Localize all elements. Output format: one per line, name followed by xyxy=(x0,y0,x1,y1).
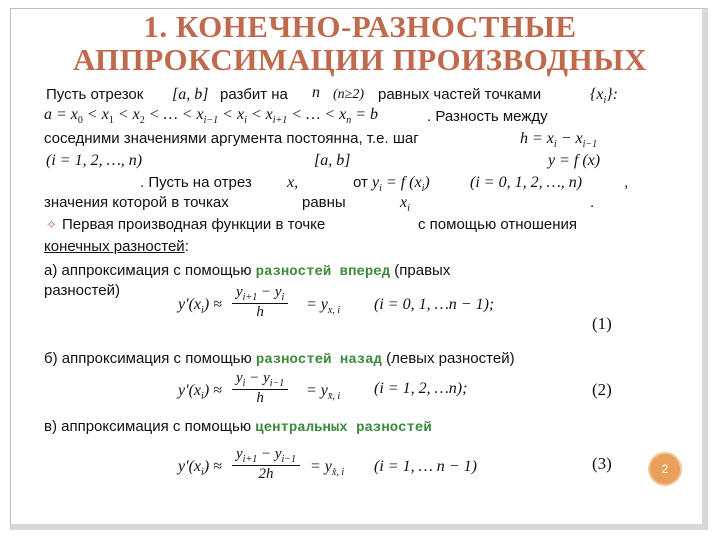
slide-title xyxy=(0,10,720,76)
math-x: x, xyxy=(287,174,299,191)
title-line-1: 1. КОНЕЧНО-РАЗНОСТНЫЕ xyxy=(143,9,577,44)
item-a-cont: разностей) xyxy=(44,282,120,299)
text-l3a: соседними значениями аргумента постоянна, т.е. шаг xyxy=(44,130,419,147)
f3-lhs: $y'(x_i)$ ≈ xyxy=(178,458,222,479)
f3-rhs: = $y_{x̊, i}$ xyxy=(310,458,345,479)
f1-lhs: $y'(x_i)$ ≈ xyxy=(178,296,222,317)
text-l6a: значения которой в точках xyxy=(44,194,229,211)
math-interval-2: [a, b] xyxy=(314,152,351,169)
bullet-icon: ✧ xyxy=(46,217,57,232)
f2-cond: (i = 1, 2, …n); xyxy=(374,380,468,397)
term-forward: разностей вперед xyxy=(255,264,391,280)
text-l2i: . Разность между xyxy=(427,108,548,125)
text-l5c: от xyxy=(353,174,368,191)
f1-fraction: $\frac{y_{i+1} - y_i}{h}$ xyxy=(232,284,288,321)
text-l6b: равны xyxy=(302,194,346,211)
text-finite-differences: конечных разностей xyxy=(44,238,185,255)
f1-cond: (i = 0, 1, …n − 1); xyxy=(374,296,495,313)
f3-fraction: $\frac{y_{i+1} - y_{i-1}}{2h}$ xyxy=(232,446,300,483)
f3-label: (3) xyxy=(592,454,612,473)
text-l5a: . Пусть на отрез xyxy=(140,174,252,191)
f1-label: (1) xyxy=(592,314,612,333)
math-n-cond: (n≥2) xyxy=(333,87,365,102)
math-xi: $x_i$ xyxy=(400,194,410,215)
text-l6d: . xyxy=(590,194,595,211)
text-l8: конечных разностей: xyxy=(44,238,189,255)
math-step: $h = x_i - x_{i-1}$ xyxy=(520,130,598,151)
item-b: б) аппроксимация с помощью разностей назад (левых разностей) xyxy=(44,350,515,368)
math-yi: $y_i = f$ $(x_i)$ xyxy=(372,174,430,195)
math-interval: [a, b] xyxy=(172,86,209,103)
math-n: n xyxy=(312,84,320,101)
f1-rhs: = $y_{x, i}$ xyxy=(306,296,341,317)
item-a: а) аппроксимация с помощью разностей вперед (правых xyxy=(44,262,451,280)
math-index-range-2: (i = 0, 1, 2, …, n) xyxy=(470,174,583,191)
text-l1c: разбит на xyxy=(220,86,288,103)
math-index-range: (i = 1, 2, …, n) xyxy=(46,152,143,169)
f2-fraction: $\frac{y_i - y_{i-1}}{h}$ xyxy=(232,370,288,407)
math-set-open: {x xyxy=(590,86,604,103)
f2-label: (2) xyxy=(592,380,612,399)
text-l1f: равных частей точками xyxy=(378,86,542,103)
text-l5h: , xyxy=(624,174,629,191)
term-central: центральных разностей xyxy=(255,420,432,436)
math-set-close: }: xyxy=(606,86,619,103)
slide-number-badge: 2 xyxy=(648,452,682,486)
text-l7b: с помощью отношения xyxy=(418,216,578,233)
f3-cond: (i = 1, … n − 1) xyxy=(374,458,477,475)
item-c: в) аппроксимация с помощью центральных разностей xyxy=(44,418,432,436)
f2-rhs: = $y_{x̄, i}$ xyxy=(306,382,341,403)
text-l1a: Пусть отрезок xyxy=(46,86,144,103)
text-l7a: Первая производная функции в точке xyxy=(62,216,326,233)
math-partition: $a = x_0 < x_1 < x_2$ < … < $x_{i-1} < x_i < x_{i+1}$ < … < $x_n = b$ xyxy=(44,106,379,127)
math-function: y = f (x) xyxy=(548,152,601,169)
f2-lhs: $y'(x_i)$ ≈ xyxy=(178,382,222,403)
title-line-2: АППРОКСИМАЦИИ ПРОИЗВОДНЫХ xyxy=(72,42,648,77)
term-backward: разностей назад xyxy=(255,352,382,368)
math-set: $\{x_i\}$: xyxy=(590,86,619,107)
